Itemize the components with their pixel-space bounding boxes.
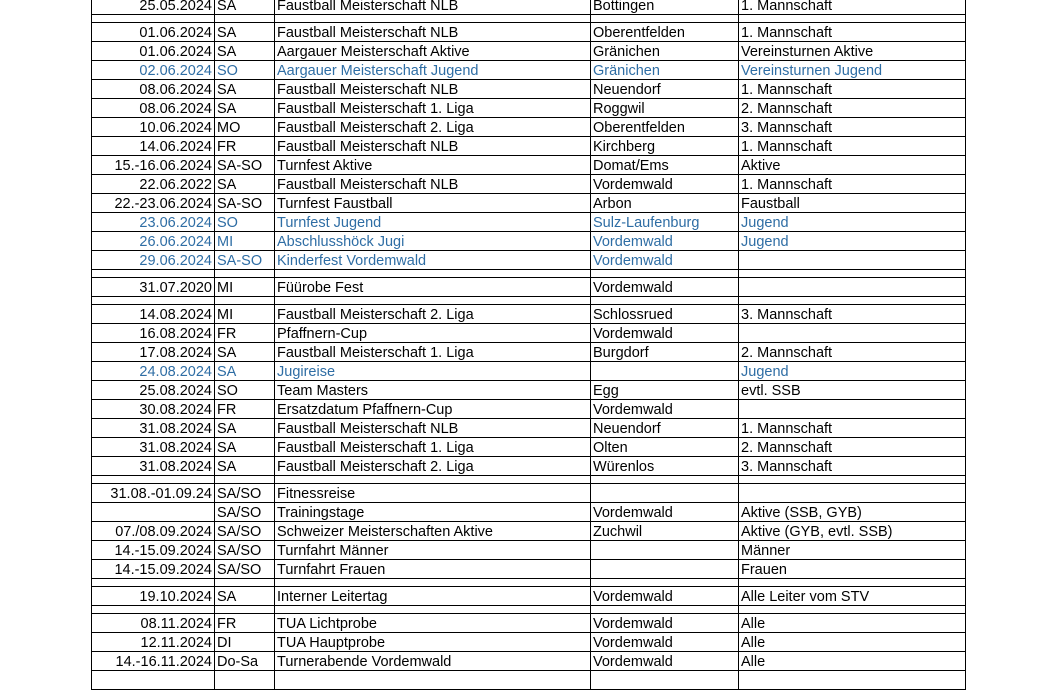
spacer-cell: [275, 270, 591, 278]
spacer-row: [92, 476, 966, 484]
day-cell: SA: [215, 419, 275, 438]
location-cell: Vordemwald: [591, 652, 739, 671]
location-cell: Zuchwil: [591, 522, 739, 541]
event-cell: Faustball Meisterschaft NLB: [275, 0, 591, 15]
date-cell: 26.06.2024: [92, 232, 215, 251]
location-cell: Vordemwald: [591, 614, 739, 633]
table-row: [92, 42, 966, 61]
location-cell: Neuendorf: [591, 80, 739, 99]
event-cell: Turnfest Faustball: [275, 194, 591, 213]
spacer-cell: [92, 476, 215, 484]
spacer-row: [92, 270, 966, 278]
location-cell: [591, 484, 739, 503]
group-cell: 1. Mannschaft: [739, 80, 966, 99]
day-cell: SO: [215, 381, 275, 400]
location-cell: Vordemwald: [591, 324, 739, 343]
day-cell: Do-Sa: [215, 652, 275, 671]
table-row: [92, 99, 966, 118]
location-cell: Vordemwald: [591, 278, 739, 297]
day-cell: SA: [215, 0, 275, 15]
spacer-cell: [275, 579, 591, 587]
day-cell: FR: [215, 400, 275, 419]
day-cell: SA-SO: [215, 194, 275, 213]
date-cell: 19.10.2024: [92, 587, 215, 606]
spacer-cell: [92, 579, 215, 587]
table-row: [92, 232, 966, 251]
spacer-cell: [591, 270, 739, 278]
event-cell: Faustball Meisterschaft NLB: [275, 80, 591, 99]
date-cell: 29.06.2024: [92, 251, 215, 270]
group-cell: 3. Mannschaft: [739, 457, 966, 476]
table-row: [92, 137, 966, 156]
spacer-cell: [215, 297, 275, 305]
date-cell: 25.08.2024: [92, 381, 215, 400]
table-row: [92, 194, 966, 213]
spacer-cell: [591, 15, 739, 23]
event-cell: TUA Hauptprobe: [275, 633, 591, 652]
day-cell: SA/SO: [215, 541, 275, 560]
spacer-cell: [739, 15, 966, 23]
day-cell: SA: [215, 99, 275, 118]
event-cell: Faustball Meisterschaft NLB: [275, 419, 591, 438]
table-row: [92, 305, 966, 324]
spacer-row: [92, 606, 966, 614]
date-cell: 22.06.2022: [92, 175, 215, 194]
location-cell: Domat/Ems: [591, 156, 739, 175]
event-cell: Faustball Meisterschaft 2. Liga: [275, 305, 591, 324]
event-cell: Faustball Meisterschaft 1. Liga: [275, 99, 591, 118]
location-cell: Bottingen: [591, 0, 739, 15]
group-cell: Alle: [739, 633, 966, 652]
event-cell: Fitnessreise: [275, 484, 591, 503]
event-cell: Aargauer Meisterschaft Jugend: [275, 61, 591, 80]
location-cell: Vordemwald: [591, 587, 739, 606]
day-cell: SA: [215, 23, 275, 42]
event-cell: Abschlusshöck Jugi: [275, 232, 591, 251]
date-cell: 14.-15.09.2024: [92, 541, 215, 560]
spacer-row: [92, 297, 966, 305]
table-row: [92, 652, 966, 671]
schedule-table: [91, 0, 966, 690]
day-cell: DI: [215, 633, 275, 652]
group-cell: [739, 671, 966, 690]
date-cell: [92, 671, 215, 690]
spacer-cell: [215, 476, 275, 484]
table-row: [92, 671, 966, 690]
table-row: [92, 400, 966, 419]
spacer-cell: [275, 606, 591, 614]
table-row: [92, 457, 966, 476]
spacer-cell: [591, 579, 739, 587]
event-cell: [275, 671, 591, 690]
group-cell: 3. Mannschaft: [739, 305, 966, 324]
location-cell: Gränichen: [591, 61, 739, 80]
date-cell: 31.08.2024: [92, 419, 215, 438]
day-cell: SO: [215, 213, 275, 232]
day-cell: SA: [215, 362, 275, 381]
table-row: [92, 213, 966, 232]
date-cell: 17.08.2024: [92, 343, 215, 362]
date-cell: 10.06.2024: [92, 118, 215, 137]
group-cell: 1. Mannschaft: [739, 175, 966, 194]
event-cell: Faustball Meisterschaft NLB: [275, 175, 591, 194]
event-cell: Turnfahrt Männer: [275, 541, 591, 560]
spacer-cell: [215, 606, 275, 614]
group-cell: Frauen: [739, 560, 966, 579]
day-cell: SA: [215, 175, 275, 194]
location-cell: Vordemwald: [591, 175, 739, 194]
group-cell: 1. Mannschaft: [739, 23, 966, 42]
table-row: [92, 0, 966, 15]
day-cell: SA/SO: [215, 522, 275, 541]
location-cell: Vordemwald: [591, 251, 739, 270]
event-cell: Turnfest Jugend: [275, 213, 591, 232]
spacer-cell: [215, 579, 275, 587]
day-cell: SA/SO: [215, 560, 275, 579]
spacer-cell: [739, 579, 966, 587]
group-cell: Alle: [739, 652, 966, 671]
group-cell: Vereinsturnen Jugend: [739, 61, 966, 80]
group-cell: [739, 278, 966, 297]
event-cell: TUA Lichtprobe: [275, 614, 591, 633]
location-cell: Burgdorf: [591, 343, 739, 362]
date-cell: 07./08.09.2024: [92, 522, 215, 541]
event-cell: Kinderfest Vordemwald: [275, 251, 591, 270]
date-cell: 31.08.-01.09.24: [92, 484, 215, 503]
group-cell: Jugend: [739, 362, 966, 381]
event-cell: Interner Leitertag: [275, 587, 591, 606]
spacer-cell: [215, 270, 275, 278]
event-cell: Faustball Meisterschaft 1. Liga: [275, 343, 591, 362]
spacer-row: [92, 579, 966, 587]
date-cell: 12.11.2024: [92, 633, 215, 652]
event-cell: Faustball Meisterschaft NLB: [275, 137, 591, 156]
date-cell: 25.05.2024: [92, 0, 215, 15]
day-cell: SA-SO: [215, 156, 275, 175]
event-cell: Aargauer Meisterschaft Aktive: [275, 42, 591, 61]
table-row: [92, 522, 966, 541]
group-cell: Faustball: [739, 194, 966, 213]
group-cell: 2. Mannschaft: [739, 438, 966, 457]
location-cell: Schlossrued: [591, 305, 739, 324]
day-cell: FR: [215, 614, 275, 633]
table-row: [92, 175, 966, 194]
group-cell: Aktive (GYB, evtl. SSB): [739, 522, 966, 541]
table-row: [92, 541, 966, 560]
location-cell: [591, 671, 739, 690]
table-row: [92, 419, 966, 438]
location-cell: Würenlos: [591, 457, 739, 476]
spacer-cell: [92, 15, 215, 23]
location-cell: [591, 362, 739, 381]
group-cell: 1. Mannschaft: [739, 419, 966, 438]
spacer-cell: [739, 476, 966, 484]
event-cell: Faustball Meisterschaft 2. Liga: [275, 457, 591, 476]
table-row: [92, 80, 966, 99]
location-cell: Vordemwald: [591, 503, 739, 522]
table-row: [92, 633, 966, 652]
location-cell: Oberentfelden: [591, 118, 739, 137]
event-cell: Faustball Meisterschaft 1. Liga: [275, 438, 591, 457]
event-cell: Ersatzdatum Pfaffnern-Cup: [275, 400, 591, 419]
date-cell: 14.08.2024: [92, 305, 215, 324]
event-cell: Turnerabende Vordemwald: [275, 652, 591, 671]
day-cell: MI: [215, 232, 275, 251]
group-cell: 2. Mannschaft: [739, 99, 966, 118]
spacer-cell: [92, 606, 215, 614]
group-cell: 2. Mannschaft: [739, 343, 966, 362]
date-cell: 31.08.2024: [92, 438, 215, 457]
event-cell: Trainingstage: [275, 503, 591, 522]
group-cell: Jugend: [739, 213, 966, 232]
date-cell: 31.08.2024: [92, 457, 215, 476]
group-cell: [739, 400, 966, 419]
table-row: [92, 362, 966, 381]
table-row: [92, 278, 966, 297]
date-cell: [92, 503, 215, 522]
table-row: [92, 156, 966, 175]
group-cell: Alle: [739, 614, 966, 633]
date-cell: 30.08.2024: [92, 400, 215, 419]
table-row: [92, 560, 966, 579]
day-cell: MI: [215, 305, 275, 324]
location-cell: Olten: [591, 438, 739, 457]
spacer-cell: [275, 476, 591, 484]
event-cell: Jugireise: [275, 362, 591, 381]
spacer-cell: [591, 606, 739, 614]
location-cell: Sulz-Laufenburg: [591, 213, 739, 232]
table-row: [92, 381, 966, 400]
event-cell: Schweizer Meisterschaften Aktive: [275, 522, 591, 541]
event-cell: Füürobe Fest: [275, 278, 591, 297]
day-cell: MO: [215, 118, 275, 137]
spacer-cell: [739, 297, 966, 305]
table-row: [92, 251, 966, 270]
group-cell: Aktive: [739, 156, 966, 175]
location-cell: Roggwil: [591, 99, 739, 118]
location-cell: [591, 560, 739, 579]
spacer-row: [92, 15, 966, 23]
schedule-sheet: [91, 0, 965, 690]
schedule-body: [92, 0, 966, 690]
table-row: [92, 61, 966, 80]
location-cell: Gränichen: [591, 42, 739, 61]
event-cell: Faustball Meisterschaft NLB: [275, 23, 591, 42]
table-row: [92, 23, 966, 42]
group-cell: 3. Mannschaft: [739, 118, 966, 137]
table-row: [92, 503, 966, 522]
day-cell: SA: [215, 42, 275, 61]
date-cell: 22.-23.06.2024: [92, 194, 215, 213]
day-cell: SA: [215, 438, 275, 457]
spacer-cell: [275, 15, 591, 23]
table-row: [92, 484, 966, 503]
table-row: [92, 343, 966, 362]
day-cell: SA: [215, 80, 275, 99]
date-cell: 23.06.2024: [92, 213, 215, 232]
spacer-cell: [275, 297, 591, 305]
group-cell: [739, 324, 966, 343]
location-cell: Vordemwald: [591, 232, 739, 251]
day-cell: MI: [215, 278, 275, 297]
date-cell: 14.06.2024: [92, 137, 215, 156]
location-cell: Oberentfelden: [591, 23, 739, 42]
event-cell: Faustball Meisterschaft 2. Liga: [275, 118, 591, 137]
event-cell: Pfaffnern-Cup: [275, 324, 591, 343]
group-cell: Vereinsturnen Aktive: [739, 42, 966, 61]
event-cell: Team Masters: [275, 381, 591, 400]
date-cell: 14.-15.09.2024: [92, 560, 215, 579]
location-cell: [591, 541, 739, 560]
spacer-cell: [739, 606, 966, 614]
group-cell: [739, 251, 966, 270]
location-cell: Vordemwald: [591, 400, 739, 419]
spacer-cell: [591, 297, 739, 305]
table-row: [92, 438, 966, 457]
group-cell: evtl. SSB: [739, 381, 966, 400]
event-cell: Turnfest Aktive: [275, 156, 591, 175]
group-cell: Alle Leiter vom STV: [739, 587, 966, 606]
location-cell: Vordemwald: [591, 633, 739, 652]
spacer-cell: [739, 270, 966, 278]
group-cell: Männer: [739, 541, 966, 560]
day-cell: SA-SO: [215, 251, 275, 270]
group-cell: Aktive (SSB, GYB): [739, 503, 966, 522]
group-cell: 1. Mannschaft: [739, 0, 966, 15]
day-cell: SO: [215, 61, 275, 80]
table-row: [92, 614, 966, 633]
date-cell: 24.08.2024: [92, 362, 215, 381]
location-cell: Arbon: [591, 194, 739, 213]
date-cell: 08.06.2024: [92, 99, 215, 118]
day-cell: SA/SO: [215, 484, 275, 503]
table-row: [92, 118, 966, 137]
date-cell: 14.-16.11.2024: [92, 652, 215, 671]
day-cell: FR: [215, 324, 275, 343]
day-cell: FR: [215, 137, 275, 156]
date-cell: 31.07.2020: [92, 278, 215, 297]
table-row: [92, 324, 966, 343]
location-cell: Neuendorf: [591, 419, 739, 438]
day-cell: [215, 671, 275, 690]
group-cell: Jugend: [739, 232, 966, 251]
group-cell: [739, 484, 966, 503]
event-cell: Turnfahrt Frauen: [275, 560, 591, 579]
date-cell: 15.-16.06.2024: [92, 156, 215, 175]
day-cell: SA/SO: [215, 503, 275, 522]
group-cell: 1. Mannschaft: [739, 137, 966, 156]
date-cell: 16.08.2024: [92, 324, 215, 343]
date-cell: 02.06.2024: [92, 61, 215, 80]
date-cell: 08.06.2024: [92, 80, 215, 99]
spacer-cell: [92, 270, 215, 278]
day-cell: SA: [215, 457, 275, 476]
date-cell: 01.06.2024: [92, 42, 215, 61]
spacer-cell: [92, 297, 215, 305]
date-cell: 01.06.2024: [92, 23, 215, 42]
day-cell: SA: [215, 587, 275, 606]
location-cell: Egg: [591, 381, 739, 400]
table-row: [92, 587, 966, 606]
day-cell: SA: [215, 343, 275, 362]
date-cell: 08.11.2024: [92, 614, 215, 633]
location-cell: Kirchberg: [591, 137, 739, 156]
spacer-cell: [215, 15, 275, 23]
spacer-cell: [591, 476, 739, 484]
